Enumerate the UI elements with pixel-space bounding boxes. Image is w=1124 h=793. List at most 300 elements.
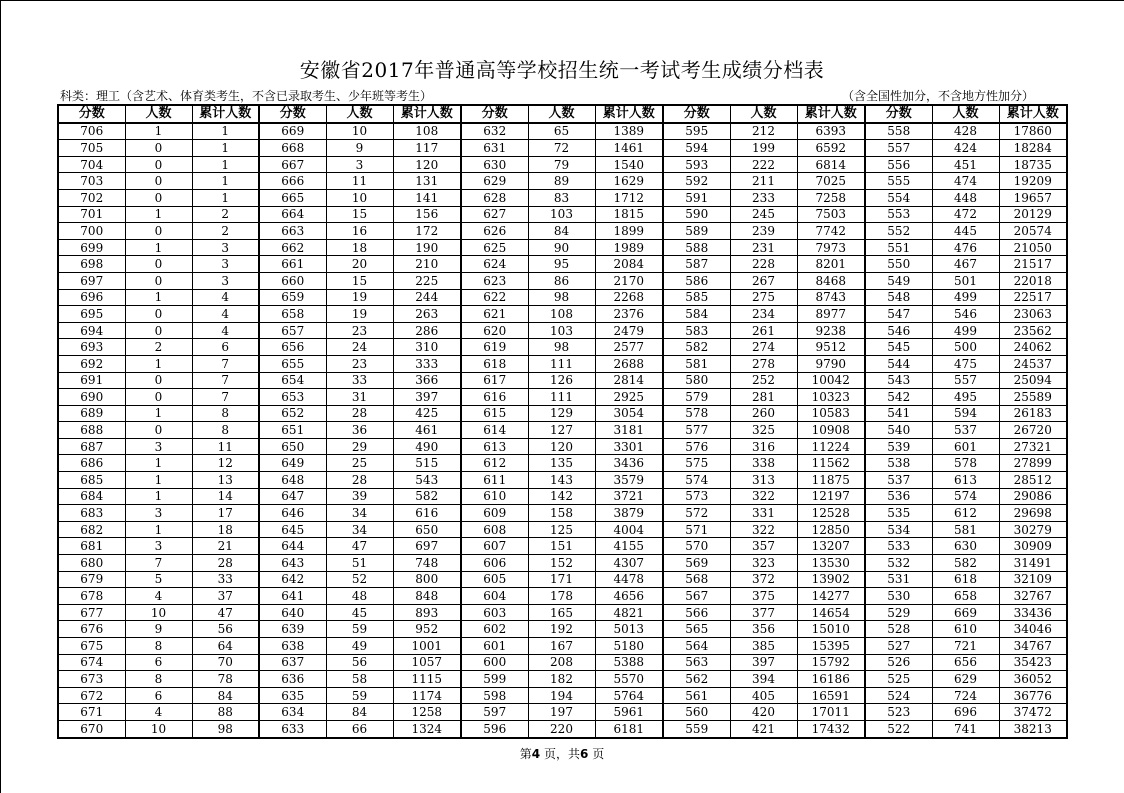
table-row [58,289,1067,306]
score-cell: 694 [58,322,125,339]
score-cell: 702 [58,189,125,206]
cumulative-cell: 26183 [999,405,1067,422]
score-cell: 582 [663,339,730,356]
score-cell: 574 [663,472,730,489]
score-cell: 667 [259,156,326,173]
count-cell: 4 [125,588,192,605]
cumulative-cell: 8743 [797,289,865,306]
score-cell: 627 [461,206,528,223]
cumulative-cell: 23063 [999,306,1067,323]
cumulative-cell: 2925 [595,389,663,406]
cumulative-cell: 18 [192,521,259,538]
score-cell: 656 [259,339,326,356]
count-cell: 28 [326,405,393,422]
cumulative-cell: 19209 [999,173,1067,190]
count-cell: 618 [932,571,999,588]
cumulative-cell: 20129 [999,206,1067,223]
count-cell: 6 [125,654,192,671]
table-row [58,405,1067,422]
count-cell: 2 [125,339,192,356]
count-cell: 16 [326,223,393,240]
score-cell: 651 [259,422,326,439]
count-cell: 103 [528,206,595,223]
count-cell: 261 [730,322,797,339]
cumulative-cell: 12197 [797,488,865,505]
count-cell: 357 [730,538,797,555]
score-cell: 575 [663,455,730,472]
score-cell: 625 [461,239,528,256]
score-cell: 611 [461,472,528,489]
count-cell: 424 [932,140,999,157]
count-cell: 656 [932,654,999,671]
count-cell: 89 [528,173,595,190]
cumulative-cell: 5388 [595,654,663,671]
count-cell: 1 [125,472,192,489]
cumulative-cell: 88 [192,704,259,721]
count-cell: 220 [528,720,595,737]
cumulative-cell: 3879 [595,505,663,522]
score-cell: 650 [259,438,326,455]
score-cell: 531 [865,571,932,588]
cumulative-cell: 4307 [595,555,663,572]
cumulative-cell: 3 [192,272,259,289]
count-cell: 557 [932,372,999,389]
count-cell: 178 [528,588,595,605]
cumulative-cell: 1815 [595,206,663,223]
cumulative-cell: 4155 [595,538,663,555]
cumulative-header: 累计人数 [797,105,865,123]
cumulative-cell: 37472 [999,704,1067,721]
score-cell: 705 [58,140,125,157]
count-cell: 39 [326,488,393,505]
count-cell: 325 [730,422,797,439]
table-row [58,140,1067,157]
cumulative-cell: 5180 [595,638,663,655]
count-cell: 3 [125,538,192,555]
cumulative-cell: 17011 [797,704,865,721]
count-cell: 322 [730,488,797,505]
cumulative-cell: 36776 [999,687,1067,704]
score-cell: 585 [663,289,730,306]
cumulative-cell: 15395 [797,638,865,655]
cumulative-cell: 3301 [595,438,663,455]
score-cell: 554 [865,189,932,206]
count-cell: 7 [125,555,192,572]
count-cell: 428 [932,123,999,140]
count-cell: 499 [932,322,999,339]
count-cell: 152 [528,555,595,572]
score-cell: 566 [663,604,730,621]
cumulative-cell: 800 [393,571,461,588]
score-cell: 638 [259,638,326,655]
footer-prefix: 第 [519,747,532,761]
score-cell: 624 [461,256,528,273]
score-cell: 562 [663,671,730,688]
score-cell: 658 [259,306,326,323]
count-cell: 28 [326,472,393,489]
count-cell: 10 [326,123,393,140]
score-cell: 576 [663,438,730,455]
count-cell: 495 [932,389,999,406]
cumulative-cell: 7025 [797,173,865,190]
cumulative-cell: 461 [393,422,461,439]
table-row [58,389,1067,406]
count-cell: 612 [932,505,999,522]
count-cell: 233 [730,189,797,206]
score-cell: 618 [461,355,528,372]
table-row [58,306,1067,323]
count-cell: 421 [730,720,797,737]
score-cell: 564 [663,638,730,655]
count-cell: 56 [326,654,393,671]
score-cell: 629 [461,173,528,190]
score-cell: 592 [663,173,730,190]
table-row [58,521,1067,538]
score-header: 分数 [865,105,932,123]
score-cell: 594 [663,140,730,157]
score-cell: 668 [259,140,326,157]
cumulative-cell: 748 [393,555,461,572]
footer-middle: 页，共 [543,747,580,761]
count-cell: 1 [125,289,192,306]
cumulative-cell: 21517 [999,256,1067,273]
score-cell: 541 [865,405,932,422]
count-cell: 239 [730,223,797,240]
cumulative-cell: 64 [192,638,259,655]
cumulative-cell: 3 [192,239,259,256]
count-cell: 613 [932,472,999,489]
cumulative-cell: 11875 [797,472,865,489]
table-row [58,555,1067,572]
score-cell: 632 [461,123,528,140]
score-cell: 603 [461,604,528,621]
count-cell: 721 [932,638,999,655]
cumulative-cell: 21 [192,538,259,555]
count-cell: 274 [730,339,797,356]
table-row [58,156,1067,173]
count-cell: 475 [932,355,999,372]
count-cell: 125 [528,521,595,538]
count-cell: 66 [326,720,393,737]
count-cell: 0 [125,272,192,289]
score-cell: 557 [865,140,932,157]
cumulative-cell: 490 [393,438,461,455]
count-cell: 9 [125,621,192,638]
score-cell: 590 [663,206,730,223]
count-cell: 129 [528,405,595,422]
cumulative-cell: 1461 [595,140,663,157]
count-cell: 103 [528,322,595,339]
score-distribution-table [57,104,1068,739]
count-header: 人数 [326,105,393,123]
score-cell: 646 [259,505,326,522]
score-cell: 561 [663,687,730,704]
count-cell: 83 [528,189,595,206]
count-cell: 4 [125,704,192,721]
cumulative-cell: 4 [192,306,259,323]
cumulative-cell: 28512 [999,472,1067,489]
score-cell: 663 [259,223,326,240]
count-cell: 474 [932,173,999,190]
count-cell: 741 [932,720,999,737]
cumulative-cell: 6814 [797,156,865,173]
cumulative-cell: 1 [192,140,259,157]
count-cell: 72 [528,140,595,157]
count-cell: 375 [730,588,797,605]
score-cell: 674 [58,654,125,671]
cumulative-cell: 2170 [595,272,663,289]
score-cell: 553 [865,206,932,223]
count-cell: 1 [125,355,192,372]
cumulative-cell: 1540 [595,156,663,173]
table-row [58,638,1067,655]
cumulative-cell: 5570 [595,671,663,688]
cumulative-cell: 29086 [999,488,1067,505]
count-cell: 313 [730,472,797,489]
count-cell: 127 [528,422,595,439]
score-cell: 620 [461,322,528,339]
count-header: 人数 [125,105,192,123]
cumulative-cell: 47 [192,604,259,621]
cumulative-cell: 28 [192,555,259,572]
count-cell: 10 [125,720,192,737]
count-cell: 385 [730,638,797,655]
cumulative-cell: 6 [192,339,259,356]
count-cell: 601 [932,438,999,455]
cumulative-cell: 1057 [393,654,461,671]
cumulative-cell: 425 [393,405,461,422]
cumulative-cell: 1389 [595,123,663,140]
score-cell: 549 [865,272,932,289]
score-cell: 628 [461,189,528,206]
cumulative-cell: 8 [192,422,259,439]
score-cell: 600 [461,654,528,671]
score-cell: 690 [58,389,125,406]
cumulative-cell: 117 [393,140,461,157]
count-cell: 0 [125,322,192,339]
score-cell: 700 [58,223,125,240]
cumulative-cell: 13902 [797,571,865,588]
score-cell: 677 [58,604,125,621]
score-cell: 657 [259,322,326,339]
score-cell: 671 [58,704,125,721]
cumulative-cell: 244 [393,289,461,306]
table-row [58,704,1067,721]
cumulative-cell: 18284 [999,140,1067,157]
cumulative-cell: 15010 [797,621,865,638]
cumulative-cell: 25094 [999,372,1067,389]
cumulative-cell: 515 [393,455,461,472]
cumulative-cell: 286 [393,322,461,339]
table-row [58,256,1067,273]
count-cell: 25 [326,455,393,472]
score-cell: 613 [461,438,528,455]
cumulative-cell: 893 [393,604,461,621]
cumulative-cell: 9512 [797,339,865,356]
cumulative-cell: 22517 [999,289,1067,306]
count-cell: 234 [730,306,797,323]
footer-total-pages: 6 [580,747,589,761]
cumulative-cell: 15792 [797,654,865,671]
score-cell: 669 [259,123,326,140]
table-row [58,206,1067,223]
score-cell: 648 [259,472,326,489]
table-row [58,355,1067,372]
score-cell: 556 [865,156,932,173]
cumulative-cell: 25589 [999,389,1067,406]
score-cell: 688 [58,422,125,439]
count-cell: 65 [528,123,595,140]
score-cell: 555 [865,173,932,190]
cumulative-cell: 98 [192,720,259,737]
count-cell: 1 [125,405,192,422]
count-cell: 3 [125,505,192,522]
count-cell: 1 [125,455,192,472]
score-cell: 653 [259,389,326,406]
count-cell: 397 [730,654,797,671]
score-cell: 530 [865,588,932,605]
cumulative-cell: 38213 [999,720,1067,737]
score-cell: 623 [461,272,528,289]
score-cell: 532 [865,555,932,572]
count-cell: 724 [932,687,999,704]
cumulative-cell: 84 [192,687,259,704]
score-cell: 699 [58,239,125,256]
table-row [58,438,1067,455]
table-row [58,372,1067,389]
score-cell: 673 [58,671,125,688]
count-cell: 696 [932,704,999,721]
cumulative-cell: 4821 [595,604,663,621]
score-cell: 642 [259,571,326,588]
count-cell: 322 [730,521,797,538]
count-cell: 1 [125,206,192,223]
cumulative-cell: 848 [393,588,461,605]
cumulative-cell: 3 [192,256,259,273]
cumulative-cell: 24062 [999,339,1067,356]
count-cell: 3 [125,438,192,455]
score-cell: 545 [865,339,932,356]
score-cell: 540 [865,422,932,439]
count-cell: 24 [326,339,393,356]
score-cell: 678 [58,588,125,605]
score-cell: 602 [461,621,528,638]
count-cell: 197 [528,704,595,721]
score-cell: 664 [259,206,326,223]
count-cell: 208 [528,654,595,671]
table-row [58,339,1067,356]
count-cell: 1 [125,521,192,538]
score-cell: 615 [461,405,528,422]
count-cell: 45 [326,604,393,621]
cumulative-cell: 13207 [797,538,865,555]
count-cell: 658 [932,588,999,605]
bonus-note: （含全国性加分，不含地方性加分） [841,89,1034,103]
score-cell: 551 [865,239,932,256]
score-cell: 617 [461,372,528,389]
cumulative-cell: 33 [192,571,259,588]
score-cell: 645 [259,521,326,538]
count-cell: 338 [730,455,797,472]
count-cell: 84 [326,704,393,721]
score-cell: 684 [58,488,125,505]
cumulative-cell: 4656 [595,588,663,605]
cumulative-cell: 37 [192,588,259,605]
score-cell: 599 [461,671,528,688]
cumulative-cell: 35423 [999,654,1067,671]
count-header: 人数 [528,105,595,123]
score-cell: 655 [259,355,326,372]
score-cell: 586 [663,272,730,289]
score-cell: 577 [663,422,730,439]
score-cell: 660 [259,272,326,289]
count-cell: 267 [730,272,797,289]
count-cell: 323 [730,555,797,572]
cumulative-cell: 12 [192,455,259,472]
score-cell: 552 [865,223,932,240]
score-cell: 607 [461,538,528,555]
count-cell: 0 [125,140,192,157]
cumulative-cell: 56 [192,621,259,638]
count-cell: 199 [730,140,797,157]
count-cell: 231 [730,239,797,256]
count-cell: 19 [326,289,393,306]
count-cell: 451 [932,156,999,173]
table-row [58,173,1067,190]
count-cell: 135 [528,455,595,472]
cumulative-cell: 120 [393,156,461,173]
count-cell: 476 [932,239,999,256]
count-cell: 260 [730,405,797,422]
score-cell: 583 [663,322,730,339]
count-cell: 11 [326,173,393,190]
score-cell: 536 [865,488,932,505]
count-cell: 0 [125,422,192,439]
score-cell: 641 [259,588,326,605]
score-cell: 686 [58,455,125,472]
score-cell: 670 [58,720,125,737]
score-cell: 616 [461,389,528,406]
cumulative-cell: 397 [393,389,461,406]
count-cell: 36 [326,422,393,439]
cumulative-cell: 7 [192,355,259,372]
count-cell: 8 [125,671,192,688]
score-cell: 647 [259,488,326,505]
cumulative-cell: 27899 [999,455,1067,472]
cumulative-cell: 1324 [393,720,461,737]
count-cell: 84 [528,223,595,240]
count-cell: 212 [730,123,797,140]
cumulative-cell: 7503 [797,206,865,223]
count-cell: 0 [125,306,192,323]
count-cell: 23 [326,322,393,339]
table-row [58,687,1067,704]
page-footer [0,746,1124,762]
score-cell: 597 [461,704,528,721]
score-cell: 635 [259,687,326,704]
table-row [58,123,1067,140]
score-cell: 619 [461,339,528,356]
count-cell: 15 [326,272,393,289]
cumulative-cell: 225 [393,272,461,289]
cumulative-cell: 131 [393,173,461,190]
count-cell: 34 [326,521,393,538]
cumulative-cell: 78 [192,671,259,688]
count-cell: 48 [326,588,393,605]
count-cell: 537 [932,422,999,439]
cumulative-cell: 172 [393,223,461,240]
count-cell: 5 [125,571,192,588]
